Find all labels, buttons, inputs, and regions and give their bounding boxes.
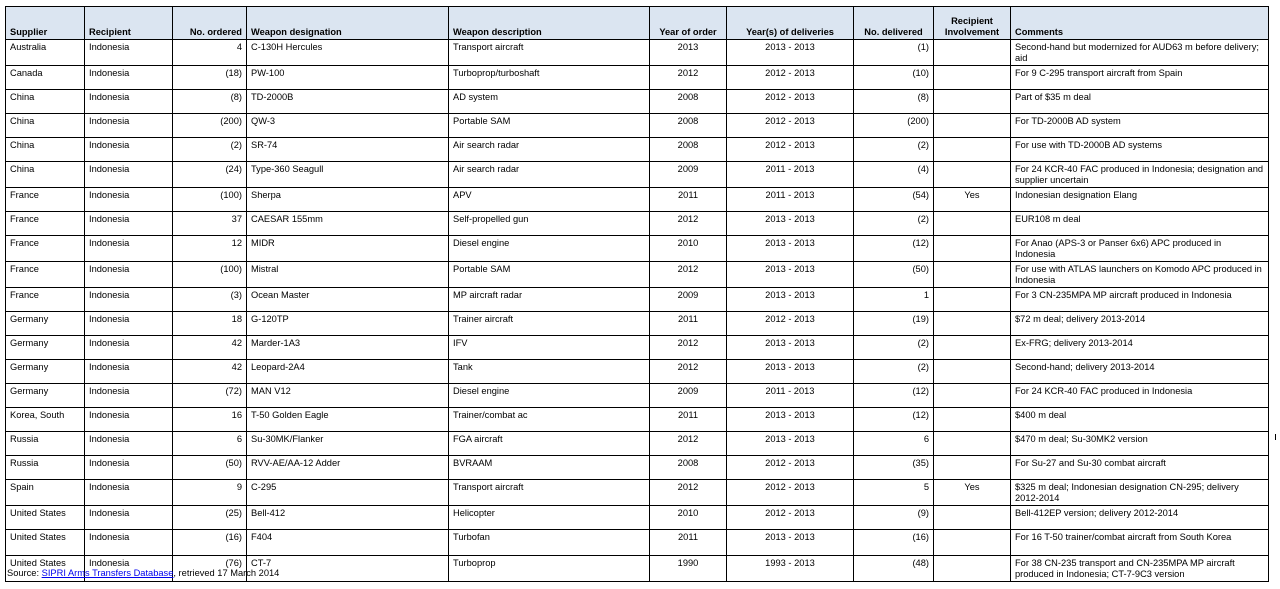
cell-no-ordered: (3) — [173, 288, 247, 312]
cell-supplier: France — [6, 212, 85, 236]
cell-weapon-description: APV — [449, 188, 650, 212]
cell-supplier: China — [6, 162, 85, 188]
header-years-of-deliveries: Year(s) of deliveries — [727, 7, 854, 40]
cell-comments: Bell-412EP version; delivery 2012-2014 — [1011, 506, 1269, 530]
cell-comments: Ex-FRG; delivery 2013-2014 — [1011, 336, 1269, 360]
cell-weapon-designation: T-50 Golden Eagle — [247, 408, 449, 432]
source-prefix: Source: — [7, 568, 42, 578]
cell-recipient: Indonesia — [85, 212, 173, 236]
cell-no-ordered: (25) — [173, 506, 247, 530]
header-weapon-description: Weapon description — [449, 7, 650, 40]
cell-no-ordered: 37 — [173, 212, 247, 236]
cell-weapon-designation: Mistral — [247, 262, 449, 288]
cell-years-of-deliveries: 2013 - 2013 — [727, 212, 854, 236]
cell-weapon-designation: Leopard-2A4 — [247, 360, 449, 384]
cell-weapon-description: Turboprop — [449, 556, 650, 582]
table-row — [6, 188, 1269, 212]
cell-no-delivered: (2) — [854, 360, 934, 384]
cell-year-of-order: 2009 — [650, 162, 727, 188]
cell-year-of-order: 2008 — [650, 114, 727, 138]
cell-supplier: United States — [6, 530, 85, 556]
cell-no-delivered: (8) — [854, 90, 934, 114]
cell-supplier: China — [6, 90, 85, 114]
header-comments: Comments — [1011, 7, 1269, 40]
cell-weapon-designation: G-120TP — [247, 312, 449, 336]
cell-weapon-description: IFV — [449, 336, 650, 360]
cell-weapon-designation: Bell-412 — [247, 506, 449, 530]
cell-weapon-description: Air search radar — [449, 162, 650, 188]
cell-supplier: Russia — [6, 432, 85, 456]
cell-comments: $325 m deal; Indonesian designation CN-295; delivery 2012-2014 — [1011, 480, 1269, 506]
cell-recipient: Indonesia — [85, 66, 173, 90]
cell-recipient: Indonesia — [85, 312, 173, 336]
cell-no-delivered: (48) — [854, 556, 934, 582]
cell-no-ordered: 42 — [173, 360, 247, 384]
source-suffix: , retrieved 17 March 2014 — [173, 568, 280, 578]
cell-weapon-description: BVRAAM — [449, 456, 650, 480]
cell-no-delivered: (35) — [854, 456, 934, 480]
cell-comments: Indonesian designation Elang — [1011, 188, 1269, 212]
cell-no-delivered: (12) — [854, 384, 934, 408]
table-header-row — [6, 7, 1269, 40]
cell-weapon-designation: C-130H Hercules — [247, 40, 449, 66]
cell-no-delivered: 5 — [854, 480, 934, 506]
cell-year-of-order: 2011 — [650, 530, 727, 556]
cell-recipient-involvement — [934, 40, 1011, 66]
cell-no-ordered: (72) — [173, 384, 247, 408]
cell-years-of-deliveries: 2013 - 2013 — [727, 408, 854, 432]
cell-years-of-deliveries: 2012 - 2013 — [727, 480, 854, 506]
cell-no-ordered: 16 — [173, 408, 247, 432]
cell-weapon-designation: F404 — [247, 530, 449, 556]
cell-weapon-designation: Type-360 Seagull — [247, 162, 449, 188]
cell-year-of-order: 2009 — [650, 384, 727, 408]
cell-recipient: Indonesia — [85, 262, 173, 288]
table-row — [6, 384, 1269, 408]
cell-years-of-deliveries: 1993 - 2013 — [727, 556, 854, 582]
cell-recipient: Indonesia — [85, 408, 173, 432]
cell-year-of-order: 2008 — [650, 456, 727, 480]
cell-supplier: France — [6, 288, 85, 312]
cell-no-ordered: (100) — [173, 262, 247, 288]
edge-marker — [1275, 434, 1279, 440]
cell-no-ordered: 4 — [173, 40, 247, 66]
cell-no-delivered: (54) — [854, 188, 934, 212]
table-row — [6, 262, 1269, 288]
cell-comments: $72 m deal; delivery 2013-2014 — [1011, 312, 1269, 336]
cell-year-of-order: 2012 — [650, 432, 727, 456]
header-no-ordered: No. ordered — [173, 7, 247, 40]
cell-comments: For Anao (APS-3 or Panser 6x6) APC produced in Indonesia — [1011, 236, 1269, 262]
cell-comments: For 9 C-295 transport aircraft from Spain — [1011, 66, 1269, 90]
cell-comments: For 16 T-50 trainer/combat aircraft from South Korea — [1011, 530, 1269, 556]
cell-recipient: Indonesia — [85, 138, 173, 162]
table-row — [6, 312, 1269, 336]
cell-recipient: Indonesia — [85, 384, 173, 408]
cell-recipient-involvement — [934, 212, 1011, 236]
table-row — [6, 162, 1269, 188]
cell-weapon-designation: RVV-AE/AA-12 Adder — [247, 456, 449, 480]
cell-no-delivered: 6 — [854, 432, 934, 456]
cell-years-of-deliveries: 2012 - 2013 — [727, 138, 854, 162]
cell-no-delivered: (2) — [854, 138, 934, 162]
cell-no-ordered: (18) — [173, 66, 247, 90]
header-year-of-order: Year of order — [650, 7, 727, 40]
table-row — [6, 114, 1269, 138]
cell-comments: For use with TD-2000B AD systems — [1011, 138, 1269, 162]
cell-recipient-involvement — [934, 530, 1011, 556]
cell-no-ordered: 9 — [173, 480, 247, 506]
cell-recipient-involvement — [934, 556, 1011, 582]
cell-comments: EUR108 m deal — [1011, 212, 1269, 236]
cell-year-of-order: 2011 — [650, 188, 727, 212]
cell-no-delivered: (50) — [854, 262, 934, 288]
table-row — [6, 506, 1269, 530]
cell-weapon-description: Turboprop/turboshaft — [449, 66, 650, 90]
cell-no-ordered: 6 — [173, 432, 247, 456]
cell-comments: Second-hand but modernized for AUD63 m before delivery; aid — [1011, 40, 1269, 66]
cell-recipient-involvement — [934, 312, 1011, 336]
cell-weapon-description: Trainer/combat ac — [449, 408, 650, 432]
cell-comments: $470 m deal; Su-30MK2 version — [1011, 432, 1269, 456]
cell-years-of-deliveries: 2013 - 2013 — [727, 262, 854, 288]
cell-years-of-deliveries: 2011 - 2013 — [727, 162, 854, 188]
cell-recipient: Indonesia — [85, 114, 173, 138]
cell-year-of-order: 2013 — [650, 40, 727, 66]
cell-recipient: Indonesia — [85, 40, 173, 66]
cell-weapon-description: Transport aircraft — [449, 40, 650, 66]
cell-no-ordered: (50) — [173, 456, 247, 480]
cell-years-of-deliveries: 2011 - 2013 — [727, 384, 854, 408]
cell-no-delivered: (10) — [854, 66, 934, 90]
cell-recipient-involvement — [934, 360, 1011, 384]
sipri-database-link[interactable]: SIPRI Arms Transfers Database — [41, 568, 174, 578]
table-row — [6, 336, 1269, 360]
cell-supplier: France — [6, 236, 85, 262]
cell-years-of-deliveries: 2013 - 2013 — [727, 360, 854, 384]
header-weapon-designation: Weapon designation — [247, 7, 449, 40]
cell-weapon-description: Diesel engine — [449, 384, 650, 408]
cell-supplier: France — [6, 188, 85, 212]
cell-recipient: Indonesia — [85, 236, 173, 262]
cell-comments: For TD-2000B AD system — [1011, 114, 1269, 138]
cell-supplier: Germany — [6, 384, 85, 408]
cell-weapon-designation: Sherpa — [247, 188, 449, 212]
cell-years-of-deliveries: 2012 - 2013 — [727, 114, 854, 138]
table-body — [6, 40, 1269, 582]
cell-weapon-description: Portable SAM — [449, 114, 650, 138]
cell-recipient: Indonesia — [85, 360, 173, 384]
cell-no-ordered: 12 — [173, 236, 247, 262]
cell-year-of-order: 2012 — [650, 212, 727, 236]
cell-no-ordered: (16) — [173, 530, 247, 556]
cell-recipient-involvement — [934, 288, 1011, 312]
cell-year-of-order: 2011 — [650, 312, 727, 336]
cell-weapon-description: FGA aircraft — [449, 432, 650, 456]
cell-recipient: Indonesia — [85, 336, 173, 360]
cell-recipient-involvement — [934, 384, 1011, 408]
cell-year-of-order: 2011 — [650, 408, 727, 432]
cell-no-delivered: (200) — [854, 114, 934, 138]
cell-weapon-description: Transport aircraft — [449, 480, 650, 506]
cell-comments: Part of $35 m deal — [1011, 90, 1269, 114]
cell-weapon-description: Portable SAM — [449, 262, 650, 288]
cell-recipient: Indonesia — [85, 90, 173, 114]
cell-no-delivered: (2) — [854, 212, 934, 236]
table-row — [6, 212, 1269, 236]
cell-recipient-involvement — [934, 432, 1011, 456]
cell-year-of-order: 2012 — [650, 360, 727, 384]
table-row — [6, 288, 1269, 312]
cell-recipient-involvement — [934, 162, 1011, 188]
cell-no-delivered: (12) — [854, 236, 934, 262]
cell-weapon-description: MP aircraft radar — [449, 288, 650, 312]
cell-years-of-deliveries: 2011 - 2013 — [727, 188, 854, 212]
arms-transfer-table-container — [5, 6, 1269, 582]
header-recipient: Recipient — [85, 7, 173, 40]
cell-recipient-involvement: Yes — [934, 188, 1011, 212]
cell-supplier: Germany — [6, 360, 85, 384]
cell-weapon-description: Helicopter — [449, 506, 650, 530]
cell-weapon-description: Tank — [449, 360, 650, 384]
cell-years-of-deliveries: 2013 - 2013 — [727, 432, 854, 456]
cell-weapon-designation: QW-3 — [247, 114, 449, 138]
cell-recipient-involvement — [934, 114, 1011, 138]
cell-weapon-designation: PW-100 — [247, 66, 449, 90]
cell-year-of-order: 2010 — [650, 236, 727, 262]
cell-recipient: Indonesia — [85, 162, 173, 188]
cell-weapon-designation: Su-30MK/Flanker — [247, 432, 449, 456]
table-row — [6, 456, 1269, 480]
cell-recipient: Indonesia — [85, 456, 173, 480]
cell-supplier: United States — [6, 556, 85, 582]
cell-weapon-description: Turbofan — [449, 530, 650, 556]
cell-recipient: Indonesia — [85, 432, 173, 456]
cell-no-delivered: (4) — [854, 162, 934, 188]
cell-weapon-designation: CAESAR 155mm — [247, 212, 449, 236]
cell-no-ordered: (24) — [173, 162, 247, 188]
table-row — [6, 236, 1269, 262]
cell-comments: For use with ATLAS launchers on Komodo APC produced in Indonesia — [1011, 262, 1269, 288]
cell-comments: Second-hand; delivery 2013-2014 — [1011, 360, 1269, 384]
cell-recipient-involvement — [934, 506, 1011, 530]
cell-supplier: Korea, South — [6, 408, 85, 432]
cell-weapon-description: Self-propelled gun — [449, 212, 650, 236]
cell-supplier: France — [6, 262, 85, 288]
source-note — [7, 568, 279, 578]
cell-no-ordered: (2) — [173, 138, 247, 162]
cell-weapon-description: Trainer aircraft — [449, 312, 650, 336]
cell-weapon-designation: MAN V12 — [247, 384, 449, 408]
cell-recipient-involvement — [934, 456, 1011, 480]
cell-weapon-description: AD system — [449, 90, 650, 114]
cell-year-of-order: 1990 — [650, 556, 727, 582]
cell-recipient-involvement — [934, 138, 1011, 162]
cell-no-ordered: (76) — [173, 556, 247, 582]
header-no-delivered: No. delivered — [854, 7, 934, 40]
header-recipient-involvement: Recipient Involvement — [934, 7, 1011, 40]
cell-years-of-deliveries: 2013 - 2013 — [727, 236, 854, 262]
cell-year-of-order: 2012 — [650, 336, 727, 360]
cell-years-of-deliveries: 2012 - 2013 — [727, 456, 854, 480]
cell-year-of-order: 2008 — [650, 138, 727, 162]
cell-years-of-deliveries: 2012 - 2013 — [727, 312, 854, 336]
cell-no-delivered: (1) — [854, 40, 934, 66]
cell-years-of-deliveries: 2013 - 2013 — [727, 40, 854, 66]
cell-year-of-order: 2012 — [650, 480, 727, 506]
cell-supplier: Australia — [6, 40, 85, 66]
cell-recipient-involvement — [934, 262, 1011, 288]
cell-supplier: Russia — [6, 456, 85, 480]
cell-years-of-deliveries: 2012 - 2013 — [727, 90, 854, 114]
cell-weapon-designation: TD-2000B — [247, 90, 449, 114]
cell-recipient-involvement: Yes — [934, 480, 1011, 506]
cell-recipient-involvement — [934, 336, 1011, 360]
cell-weapon-designation: MIDR — [247, 236, 449, 262]
cell-weapon-designation: SR-74 — [247, 138, 449, 162]
cell-no-ordered: (100) — [173, 188, 247, 212]
cell-year-of-order: 2012 — [650, 262, 727, 288]
cell-recipient-involvement — [934, 408, 1011, 432]
cell-comments: $400 m deal — [1011, 408, 1269, 432]
cell-recipient: Indonesia — [85, 556, 173, 582]
table-row — [6, 66, 1269, 90]
cell-recipient: Indonesia — [85, 530, 173, 556]
cell-supplier: Germany — [6, 312, 85, 336]
cell-no-delivered: (19) — [854, 312, 934, 336]
cell-recipient: Indonesia — [85, 506, 173, 530]
cell-supplier: United States — [6, 506, 85, 530]
cell-supplier: China — [6, 114, 85, 138]
table-row — [6, 408, 1269, 432]
cell-recipient-involvement — [934, 236, 1011, 262]
cell-recipient-involvement — [934, 66, 1011, 90]
cell-comments: For 24 KCR-40 FAC produced in Indonesia; designation and supplier uncertain — [1011, 162, 1269, 188]
cell-weapon-description: Air search radar — [449, 138, 650, 162]
cell-weapon-description: Diesel engine — [449, 236, 650, 262]
cell-weapon-designation: Ocean Master — [247, 288, 449, 312]
cell-weapon-designation: C-295 — [247, 480, 449, 506]
cell-supplier: Canada — [6, 66, 85, 90]
cell-recipient-involvement — [934, 90, 1011, 114]
cell-comments: For 3 CN-235MPA MP aircraft produced in Indonesia — [1011, 288, 1269, 312]
cell-no-delivered: (2) — [854, 336, 934, 360]
table-row — [6, 530, 1269, 556]
cell-no-ordered: 18 — [173, 312, 247, 336]
header-supplier: Supplier — [6, 7, 85, 40]
cell-no-delivered: (9) — [854, 506, 934, 530]
cell-supplier: Spain — [6, 480, 85, 506]
cell-year-of-order: 2008 — [650, 90, 727, 114]
table-row — [6, 40, 1269, 66]
cell-supplier: Germany — [6, 336, 85, 360]
cell-no-ordered: 42 — [173, 336, 247, 360]
cell-years-of-deliveries: 2012 - 2013 — [727, 66, 854, 90]
cell-weapon-designation: CT-7 — [247, 556, 449, 582]
table-row — [6, 480, 1269, 506]
cell-no-ordered: (8) — [173, 90, 247, 114]
cell-recipient: Indonesia — [85, 188, 173, 212]
cell-year-of-order: 2010 — [650, 506, 727, 530]
cell-comments: For 24 KCR-40 FAC produced in Indonesia — [1011, 384, 1269, 408]
table-row — [6, 138, 1269, 162]
cell-recipient: Indonesia — [85, 480, 173, 506]
cell-year-of-order: 2012 — [650, 66, 727, 90]
cell-comments: For 38 CN-235 transport and CN-235MPA MP aircraft produced in Indonesia; CT-7-9C3 version — [1011, 556, 1269, 582]
table-row — [6, 90, 1269, 114]
cell-no-delivered: 1 — [854, 288, 934, 312]
cell-years-of-deliveries: 2012 - 2013 — [727, 506, 854, 530]
cell-no-delivered: (12) — [854, 408, 934, 432]
arms-transfer-table — [5, 6, 1269, 582]
cell-years-of-deliveries: 2013 - 2013 — [727, 288, 854, 312]
cell-years-of-deliveries: 2013 - 2013 — [727, 336, 854, 360]
table-row — [6, 432, 1269, 456]
cell-no-delivered: (16) — [854, 530, 934, 556]
cell-recipient: Indonesia — [85, 288, 173, 312]
cell-no-ordered: (200) — [173, 114, 247, 138]
cell-years-of-deliveries: 2013 - 2013 — [727, 530, 854, 556]
table-row — [6, 360, 1269, 384]
cell-comments: For Su-27 and Su-30 combat aircraft — [1011, 456, 1269, 480]
cell-supplier: China — [6, 138, 85, 162]
cell-weapon-designation: Marder-1A3 — [247, 336, 449, 360]
cell-year-of-order: 2009 — [650, 288, 727, 312]
